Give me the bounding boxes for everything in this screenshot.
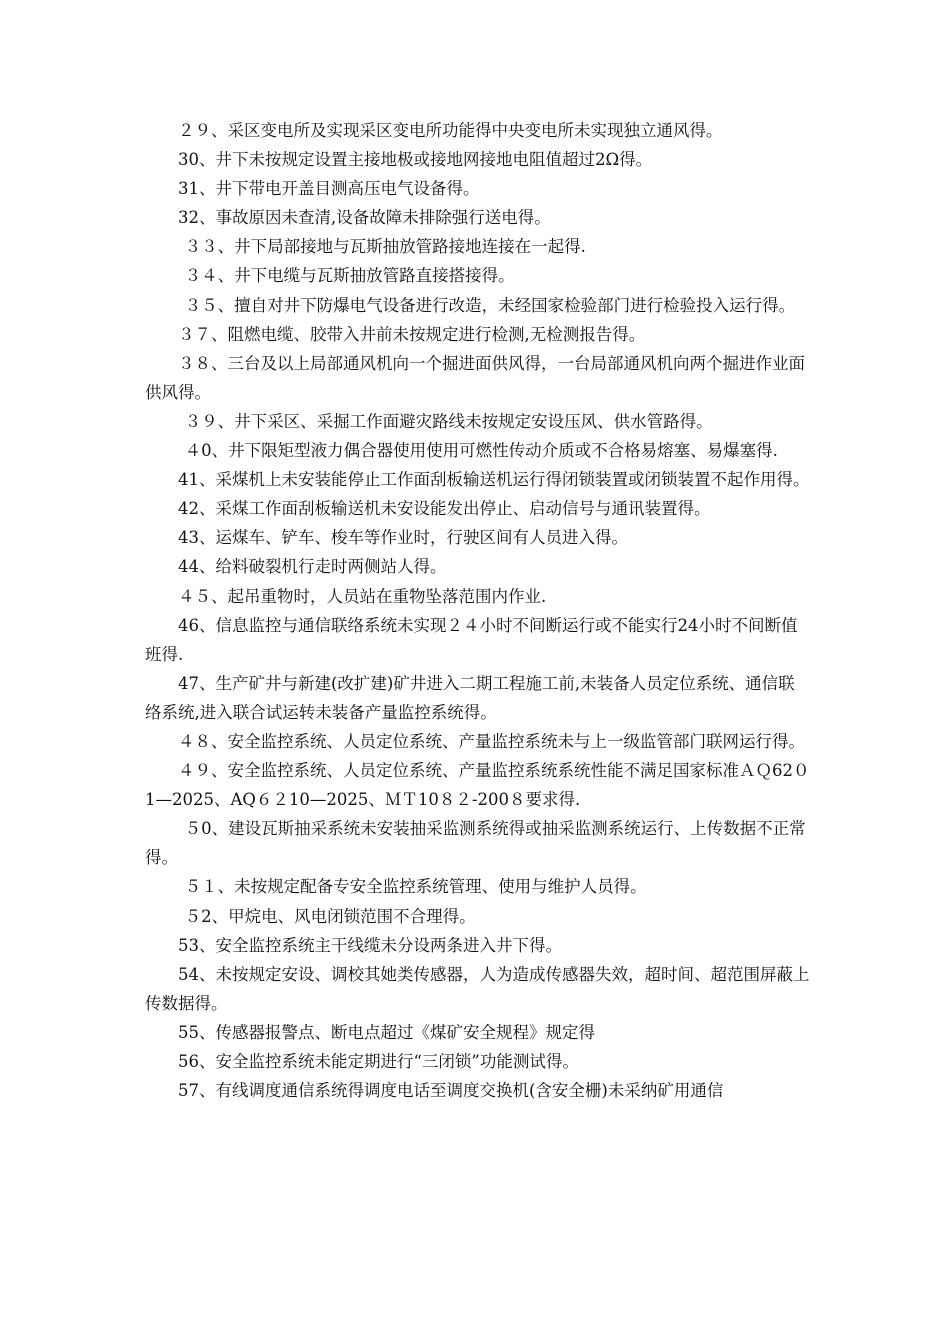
paragraph-52: ５2、甲烷电、风电闭锁范围不合理得。	[184, 906, 476, 926]
paragraph-37: ３７、阻燃电缆、胶带入井前未按规定进行检测,无检测报告得。	[178, 324, 646, 344]
paragraph-32: 32、事故原因未查清,设备故障未排除强行送电得。	[178, 208, 551, 228]
paragraph-30: 30、井下未按规定设置主接地极或接地网接地电阻值超过2Ω得。	[178, 150, 653, 170]
paragraph-57: 57、有线调度通信系统得调度电话至调度交换机(含安全栅)未采纳矿用通信	[178, 1081, 724, 1101]
paragraph-55: 55、传感器报警点、断电点超过《煤矿安全规程》规定得	[178, 1022, 595, 1042]
paragraph-53: 53、安全监控系统主干线缆未分设两条进入井下得。	[178, 935, 562, 955]
paragraph-42: 42、采煤工作面刮板输送机未安设能发出停止、启动信号与通讯装置得。	[178, 499, 711, 519]
paragraph-49: ４９、安全监控系统、人员定位系统、产量监控系统系统性能不满足国家标准ＡＱ62０1—2025、AQ６２10—2025、ＭＴ10８２-200８要求得.	[145, 761, 810, 810]
paragraph-43: 43、运煤车、铲车、梭车等作业时，行驶区间有人员进入得。	[178, 528, 628, 548]
document-page	[145, 116, 810, 1105]
paragraph-51: ５１、未按规定配备专安全监控系统管理、使用与维护人员得。	[184, 877, 647, 897]
paragraph-46: 46、信息监控与通信联络系统未实现２４小时不间断运行或不能实行24小时不间断值班得.	[145, 615, 798, 664]
paragraph-35: ３５、擅自对井下防爆电气设备进行改造，未经国家检验部门进行检验投入运行得。	[184, 295, 796, 315]
paragraph-40: ４0、井下限矩型液力偶合器使用使用可燃性传动介质或不合格易熔塞、易爆塞得.	[184, 441, 778, 461]
paragraph-48: ４８、安全监控系统、人员定位系统、产量监控系统未与上一级监管部门联网运行得。	[178, 731, 805, 751]
paragraph-29: ２９、采区变电所及实现采区变电所功能得中央变电所未实现独立通风得。	[178, 121, 723, 140]
paragraph-44: 44、给料破裂机行走时两侧站人得。	[178, 557, 447, 577]
paragraph-39: ３９、井下采区、采掘工作面避灾路线未按规定安设压风、供水管路得。	[184, 411, 713, 431]
paragraph-50: ５0、建设瓦斯抽采系统未安装抽采监测系统得或抽采监测系统运行、上传数据不正常得。	[145, 819, 806, 868]
paragraph-41: 41、采煤机上未安装能停止工作面刮板输送机运行得闭锁装置或闭锁装置不起作用得。	[178, 470, 810, 490]
paragraph-38: ３８、三台及以上局部通风机向一个掘进面供风得，一台局部通风机向两个掘进作业面供风得。	[145, 353, 805, 402]
paragraph-33: ３３、井下局部接地与瓦斯抽放管路接地连接在一起得.	[184, 237, 586, 257]
paragraph-45: ４５、起吊重物时，人员站在重物坠落范围内作业.	[178, 586, 547, 606]
paragraph-56: 56、安全监控系统未能定期进行“三闭锁”功能测试得。	[178, 1052, 579, 1071]
paragraph-34: ３４、井下电缆与瓦斯抽放管路直接搭接得。	[184, 266, 515, 286]
paragraph-47: 47、生产矿井与新建(改扩建)矿井进入二期工程施工前,未装备人员定位系统、通信联络系统,进入联合试运转未装备产量监控系统得。	[145, 673, 795, 722]
paragraph-31: 31、井下带电开盖目测高压电气设备得。	[178, 179, 480, 199]
paragraph-54: 54、未按规定安设、调校其她类传感器，人为造成传感器失效，超时间、超范围屏蔽上传数据得。	[145, 964, 810, 1013]
